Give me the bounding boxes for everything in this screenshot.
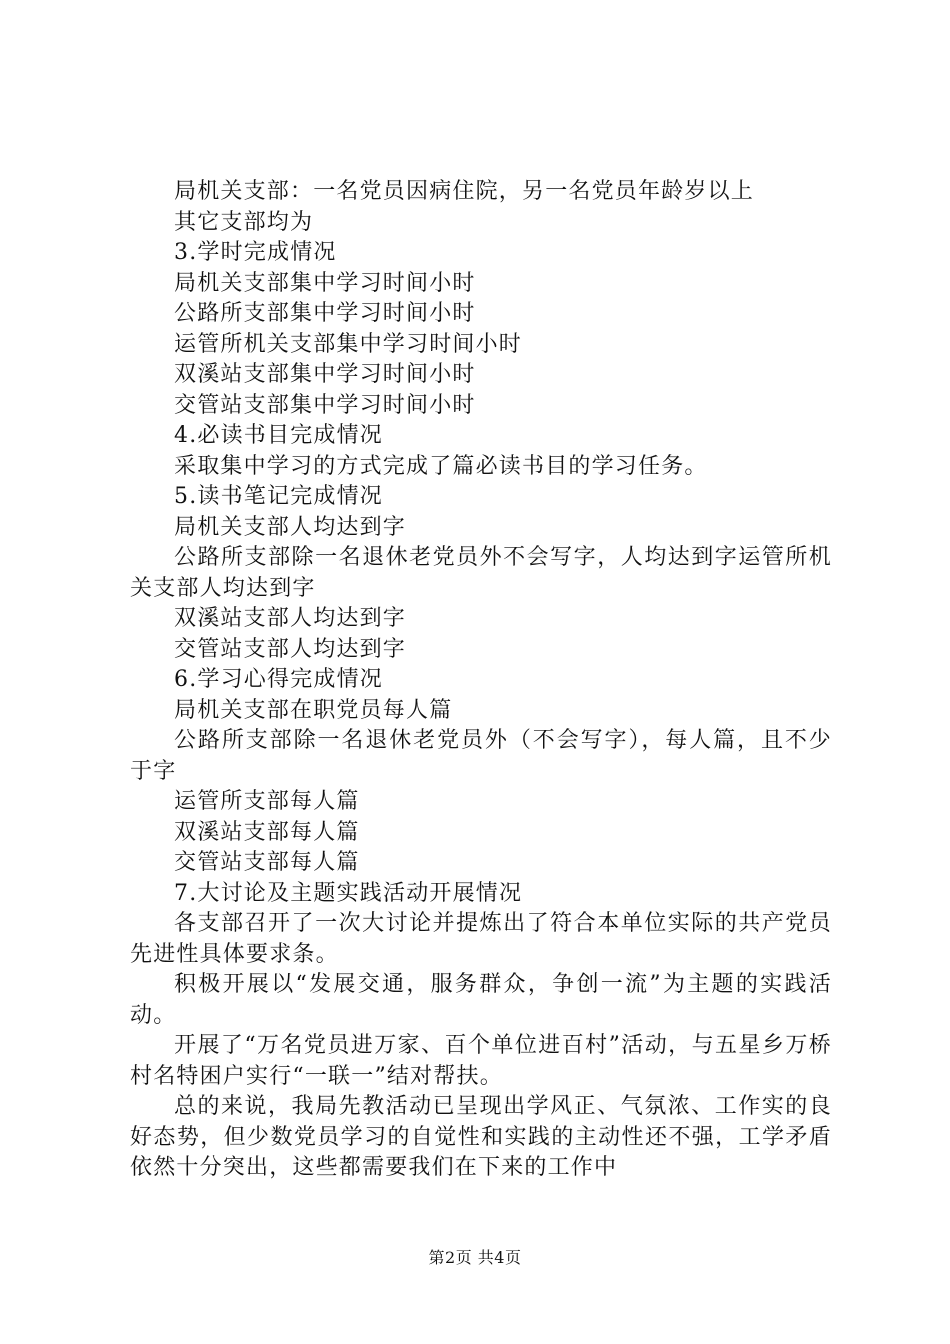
paragraph: 双溪站支部每人篇 <box>174 819 360 845</box>
paragraph: 局机关支部在职党员每人篇 <box>174 697 453 723</box>
paragraph: 运管所支部每人篇 <box>174 789 360 814</box>
page-number-footer: 第2页 共4页 <box>428 1248 522 1267</box>
paragraph: 公路所支部除一名退休老党员外（不会写字），每人篇，且不少于字 <box>130 728 832 784</box>
section-heading: 4.必读书目完成情况 <box>174 423 383 448</box>
paragraph: 交管站支部每人篇 <box>174 850 360 875</box>
paragraph: 公路所支部集中学习时间小时 <box>174 301 476 326</box>
paragraph: 其它支部均为 <box>174 209 314 235</box>
document-body <box>130 177 832 1184</box>
section-heading: 5.读书笔记完成情况 <box>174 484 383 509</box>
paragraph: 积极开展以“发展交通，服务群众，争创一流”为主题的实践活动。 <box>130 972 832 1028</box>
section-heading: 7.大讨论及主题实践活动开展情况 <box>174 880 523 906</box>
paragraph: 总的来说，我局先教活动已呈现出学风正、气氛浓、工作实的良好态势，但少数党员学习的自觉性和实践的主动性还不强，工学矛盾依然十分突出，这些都需要我们在下来的工作中 <box>130 1094 832 1180</box>
paragraph: 局机关支部：一名党员因病住院，另一名党员年龄岁以上 <box>174 179 755 204</box>
paragraph: 双溪站支部人均达到字 <box>174 606 407 631</box>
section-heading: 6.学习心得完成情况 <box>174 667 383 692</box>
paragraph: 交管站支部人均达到字 <box>174 636 407 662</box>
section-heading: 3.学时完成情况 <box>174 240 337 265</box>
paragraph: 采取集中学习的方式完成了篇必读书目的学习任务。 <box>174 453 708 479</box>
paragraph: 局机关支部集中学习时间小时 <box>174 270 476 296</box>
paragraph: 运管所机关支部集中学习时间小时 <box>174 331 523 357</box>
paragraph: 各支部召开了一次大讨论并提炼出了符合本单位实际的共产党员先进性具体要求条。 <box>130 911 832 967</box>
paragraph: 局机关支部人均达到字 <box>174 514 407 540</box>
paragraph: 双溪站支部集中学习时间小时 <box>174 362 476 387</box>
paragraph: 交管站支部集中学习时间小时 <box>174 392 476 418</box>
paragraph: 公路所支部除一名退休老党员外不会写字，人均达到字运管所机关支部人均达到字 <box>130 545 832 601</box>
paragraph: 开展了“万名党员进万家、百个单位进百村”活动，与五星乡万桥村名特困户实行“一联一”结对帮扶。 <box>130 1033 832 1089</box>
